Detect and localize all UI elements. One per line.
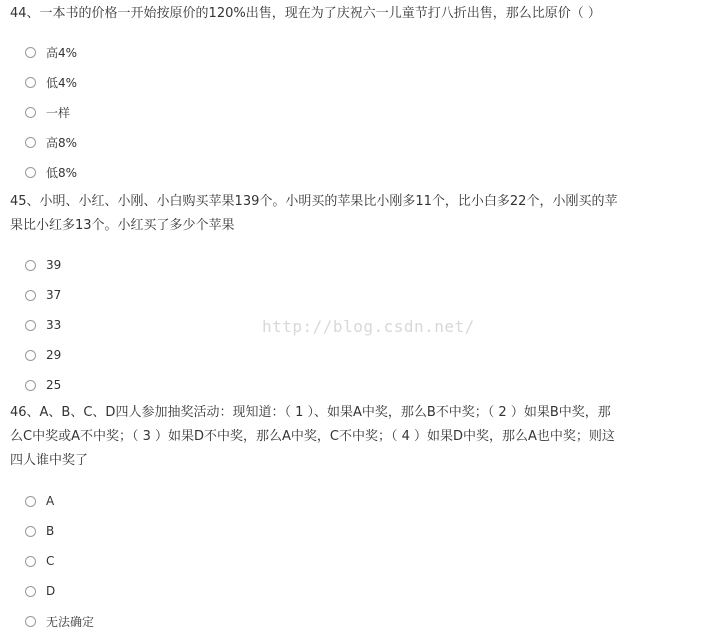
option-46-a[interactable] xyxy=(25,486,94,516)
option-label: 一样 xyxy=(46,105,71,120)
radio-button[interactable] xyxy=(25,350,36,361)
option-label: 25 xyxy=(46,378,62,392)
option-label: B xyxy=(46,524,55,538)
option-45-c[interactable] xyxy=(25,310,61,340)
radio-button[interactable] xyxy=(25,137,36,148)
option-label: A xyxy=(46,494,55,508)
option-label: 37 xyxy=(46,288,62,302)
radio-button[interactable] xyxy=(25,586,36,597)
radio-button[interactable] xyxy=(25,496,36,507)
radio-button[interactable] xyxy=(25,167,36,178)
question-46-text-line2: 么C中奖或A不中奖；（ 3 ）如果D不中奖，那么A中奖，C不中奖；（ 4 ）如果D中奖，那么A也中奖；则这 xyxy=(10,429,615,444)
option-45-e[interactable] xyxy=(25,370,61,400)
radio-button[interactable] xyxy=(25,107,36,118)
option-44-d[interactable] xyxy=(25,127,77,157)
question-45-text-line2: 果比小红多13个。小红买了多少个苹果 xyxy=(10,218,235,233)
radio-button[interactable] xyxy=(25,526,36,537)
radio-button[interactable] xyxy=(25,616,36,627)
watermark: http://blog.csdn.net/ xyxy=(262,317,475,336)
option-44-a[interactable] xyxy=(25,37,77,67)
question-44-text: 44、一本书的价格一开始按原价的120%出售，现在为了庆祝六一儿童节打八折出售，那么比原价（ ） xyxy=(10,6,601,21)
option-46-b[interactable] xyxy=(25,516,94,546)
question-46 xyxy=(10,401,660,473)
option-44-c[interactable] xyxy=(25,97,77,127)
question-45-options xyxy=(25,250,61,400)
radio-button[interactable] xyxy=(25,320,36,331)
option-45-b[interactable] xyxy=(25,280,61,310)
question-45 xyxy=(10,190,660,238)
option-44-b[interactable] xyxy=(25,67,77,97)
option-46-d[interactable] xyxy=(25,576,94,606)
option-label: 39 xyxy=(46,258,62,272)
option-label: 高4% xyxy=(46,45,78,60)
radio-button[interactable] xyxy=(25,290,36,301)
option-46-c[interactable] xyxy=(25,546,94,576)
option-label: 33 xyxy=(46,318,62,332)
option-label: 低4% xyxy=(46,75,78,90)
option-label: D xyxy=(46,584,56,598)
option-45-a[interactable] xyxy=(25,250,61,280)
option-label: 29 xyxy=(46,348,62,362)
option-46-e[interactable] xyxy=(25,606,94,636)
option-label: 高8% xyxy=(46,135,78,150)
option-45-d[interactable] xyxy=(25,340,61,370)
option-label: C xyxy=(46,554,55,568)
question-45-text-line1: 45、小明、小红、小刚、小白购买苹果139个。小明买的苹果比小刚多11个，比小白多22个，小刚买的苹 xyxy=(10,194,618,209)
radio-button[interactable] xyxy=(25,47,36,58)
question-46-text-line1: 46、A、B、C、D四人参加抽奖活动：现知道：（ 1 ）、如果A中奖，那么B不中奖；（ 2 ）如果B中奖，那 xyxy=(10,405,611,420)
radio-button[interactable] xyxy=(25,556,36,567)
radio-button[interactable] xyxy=(25,77,36,88)
radio-button[interactable] xyxy=(25,260,36,271)
question-46-options xyxy=(25,486,94,636)
option-label: 无法确定 xyxy=(46,614,95,629)
question-44 xyxy=(10,2,660,26)
radio-button[interactable] xyxy=(25,380,36,391)
option-44-e[interactable] xyxy=(25,157,77,187)
question-46-text-line3: 四人谁中奖了 xyxy=(10,453,89,468)
option-label: 低8% xyxy=(46,165,78,180)
question-44-options xyxy=(25,37,77,187)
